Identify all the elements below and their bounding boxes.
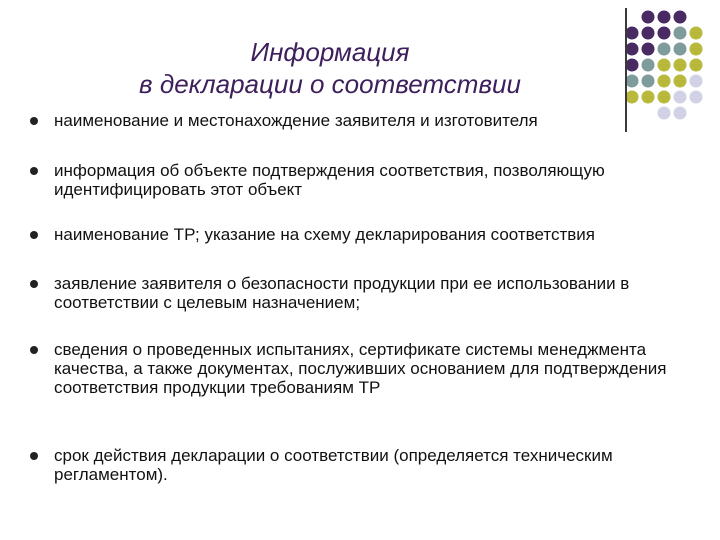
title-line-2: в декларации о соответствии [139, 69, 521, 99]
bullet-dot-icon [30, 280, 38, 288]
bullet-text: информация об объекте подтверждения соответствия, позволяющую идентифицировать этот объект [54, 161, 605, 199]
bullet-dot-icon [30, 231, 38, 239]
deco-dot [642, 75, 655, 88]
deco-dot [674, 43, 687, 56]
deco-dot [674, 11, 687, 24]
bullet-text: наименование ТР; указание на схему декларирования соответствия [54, 225, 595, 244]
bullet-text: срок действия декларации о соответствии (определяется техническим регламентом). [54, 446, 613, 484]
deco-dot [626, 75, 639, 88]
deco-dot [690, 75, 703, 88]
title-line-1: Информация [250, 37, 410, 67]
deco-dot [658, 11, 671, 24]
deco-dot [658, 43, 671, 56]
bullet-dot-icon [30, 167, 38, 175]
bullet-dot-icon [30, 117, 38, 125]
deco-dot [626, 27, 639, 40]
deco-dot [690, 27, 703, 40]
deco-dot [626, 43, 639, 56]
deco-dot [674, 75, 687, 88]
deco-dot [642, 91, 655, 104]
deco-dot [642, 43, 655, 56]
deco-dot [690, 59, 703, 72]
bullet-text: сведения о проведенных испытаниях, сертификате системы менеджмента качества, а также документах, послуживших основанием для подтверждения соответствия продукции требованиям ТР [54, 340, 667, 397]
deco-dot [674, 91, 687, 104]
deco-dot [626, 59, 639, 72]
slide-title [60, 36, 600, 100]
deco-dot [690, 43, 703, 56]
bullet-text: заявление заявителя о безопасности продукции при ее использовании в соответствии с целевым назначением; [54, 274, 630, 312]
bullet-dot-icon [30, 346, 38, 354]
deco-dot [658, 27, 671, 40]
deco-dot [674, 27, 687, 40]
deco-dot [642, 59, 655, 72]
deco-dot [658, 91, 671, 104]
deco-dot [658, 59, 671, 72]
deco-dot [626, 91, 639, 104]
deco-dot [674, 59, 687, 72]
deco-dot [690, 91, 703, 104]
bullet-dot-icon [30, 452, 38, 460]
deco-dot [642, 27, 655, 40]
deco-dot [642, 11, 655, 24]
bullet-text: наименование и местонахождение заявителя и изготовителя [54, 111, 538, 130]
deco-dot [658, 75, 671, 88]
